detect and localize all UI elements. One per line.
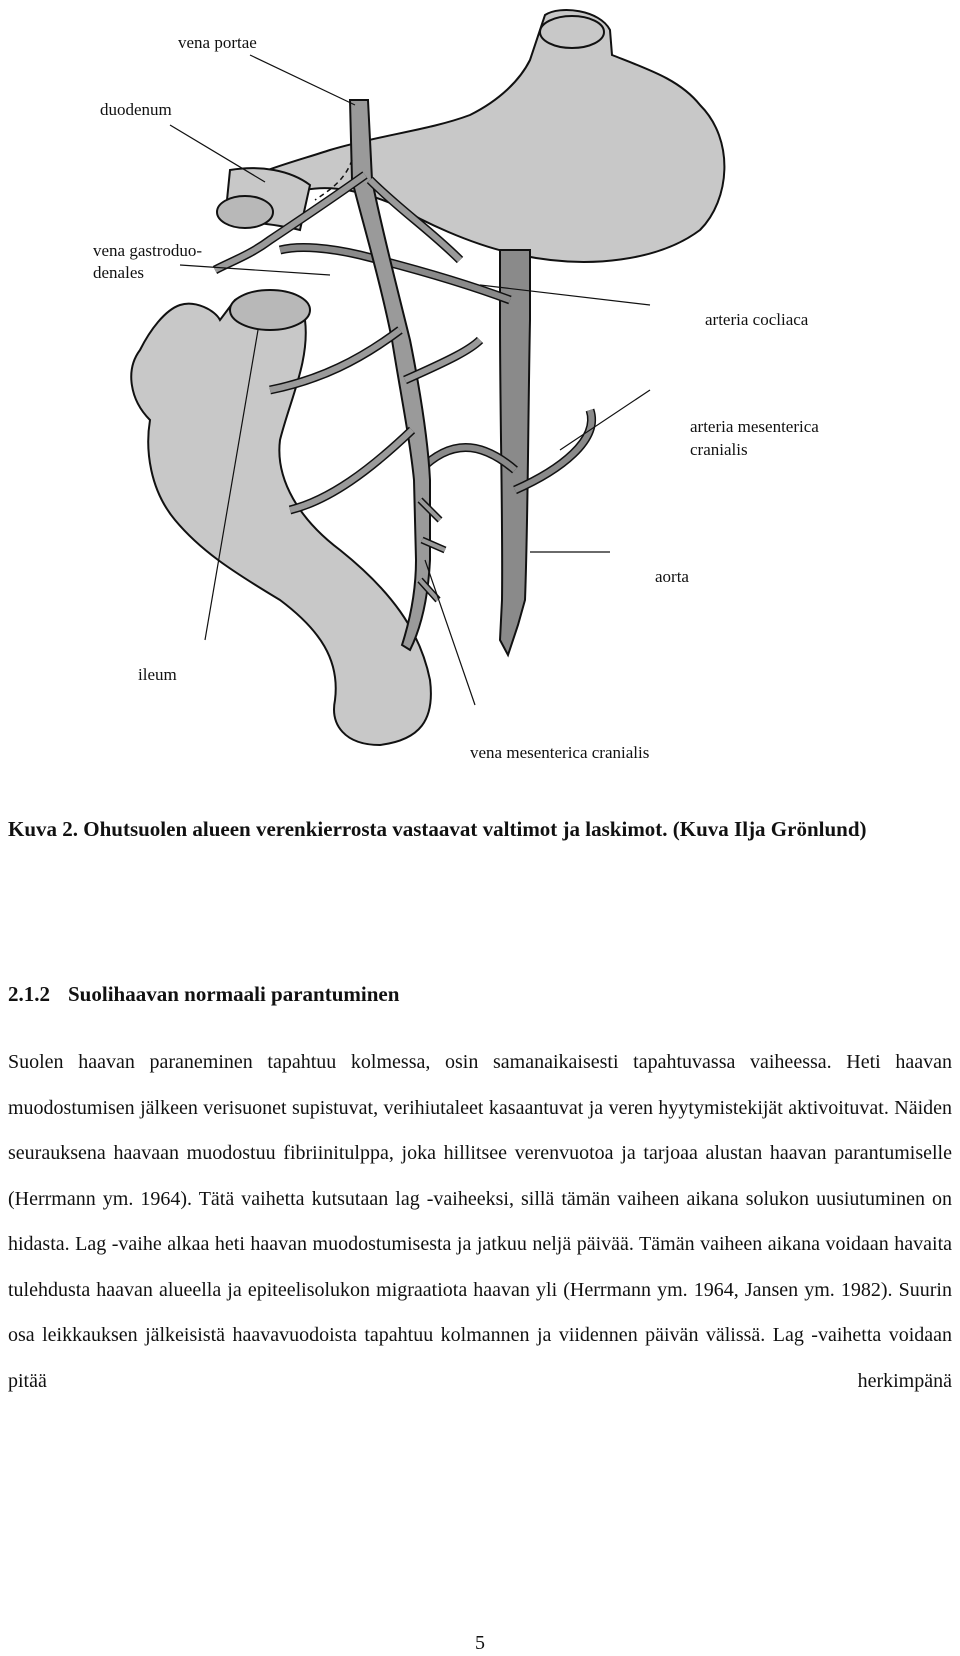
section-heading <box>8 982 399 1007</box>
label-vena-mesenterica-cranialis: vena mesenterica cranialis <box>470 743 650 762</box>
label-duodenum: duodenum <box>100 100 172 119</box>
duodenum-opening <box>217 196 273 228</box>
stomach-shape <box>235 10 724 262</box>
label-vena-gastroduodenales-1: vena gastroduo- <box>93 241 203 260</box>
label-vena-gastroduodenales-2: denales <box>93 263 144 282</box>
figure-caption: Kuva 2. Ohutsuolen alueen verenkierrosta vastaavat valtimot ja laskimot. (Kuva Ilja Grönlund) <box>8 817 867 841</box>
label-ileum: ileum <box>138 665 177 684</box>
stomach-opening <box>540 16 604 48</box>
aorta-vessel <box>500 250 530 655</box>
ileum-opening <box>230 290 310 330</box>
section-number: 2.1.2 <box>8 982 50 1006</box>
section-title: Suolihaavan normaali parantuminen <box>68 982 400 1006</box>
page-number: 5 <box>475 1632 485 1654</box>
label-arteria-cocliaca: arteria cocliaca <box>705 310 809 329</box>
body-paragraph: Suolen haavan paraneminen tapahtuu kolmessa, osin samanaikaisesti tapahtuvassa vaiheessa. Heti haavan muodostumisen jälkeen verisuonet supistuvat, verihiutaleet kasaantuvat ja veren hyytymistekijät aktivoituvat. Näiden seurauksena haavaan muodostuu fibriinitulppa, joka hillitsee verenvuotoa ja tarjoaa alustan haavan parantumiselle (Herrmann ym. 1964). Tätä vaihetta kutsutaan lag -vaiheeksi, sillä tämän vaiheen aikana solukon uusiutuminen on hidasta. Lag -vaihe alkaa heti haavan muodostumisesta ja jatkuu neljä päivää. Tämän vaiheen aikana voidaan havaita tulehdusta haavan alueella ja epiteelisolukon migraatiota haavan yli (Herrmann ym. 1964, Jansen ym. 1982). Suurin osa leikkauksen jälkeisistä haavavuodoista tapahtuu kolmannen ja viidennen päivän välissä. Lag -vaihetta voidaan pitää herkimpänä <box>8 1051 952 1392</box>
label-arteria-mesenterica-1: arteria mesenterica <box>690 417 819 436</box>
label-vena-portae: vena portae <box>178 33 257 52</box>
label-aorta: aorta <box>655 567 689 586</box>
label-arteria-mesenterica-2: cranialis <box>690 440 748 459</box>
anatomy-figure <box>0 0 960 780</box>
